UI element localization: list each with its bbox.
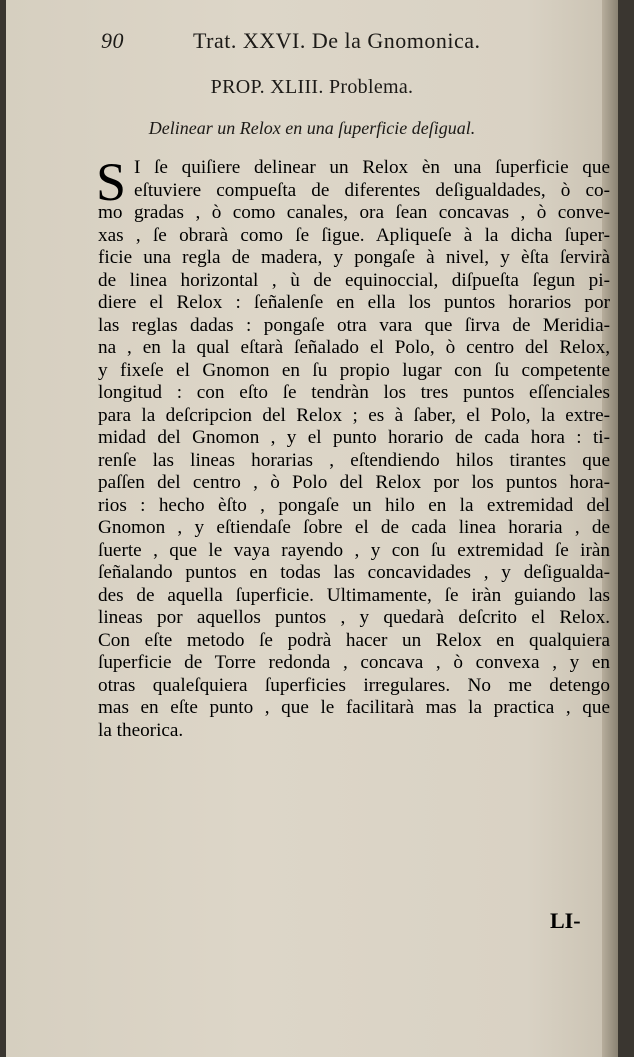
text-line: mo gradas , ò como canales, ora ſean concavas , ò conve- xyxy=(98,202,610,223)
text-line: lineas por aquellos puntos , y quedarà deſcrito el Relox. xyxy=(98,607,610,628)
text-line: ſuerte , que le vaya rayendo , y con ſu extremidad ſe iràn xyxy=(98,539,610,561)
text-line: ficie una regla de madera, y pongaſe à nivel, y èſta ſervirà xyxy=(98,247,610,268)
text-line: longitud : con eſto ſe tendràn los tres puntos eſſenciales xyxy=(98,382,610,403)
text-line: diere el Relox : ſeñalenſe en ella los puntos horarios por xyxy=(98,292,610,313)
running-header xyxy=(101,28,541,58)
text-line: Con eſte metodo ſe podrà hacer un Relox en qualquiera xyxy=(98,629,610,651)
text-line: y fixeſe el Gnomon en ſu propio lugar con ſu competente xyxy=(98,359,610,381)
text-line: de linea horizontal , ù de equinoccial, diſpueſta ſegun pi- xyxy=(98,269,610,291)
text-line: mas en eſte punto , que le facilitarà mas la practica , que xyxy=(98,697,610,718)
text-line: na , en la qual eſtarà ſeñalado el Polo, ò centro del Relox, xyxy=(98,337,610,358)
text-line: otras qualeſquiera ſuperficies irregulares. No me detengo xyxy=(98,674,610,696)
text-line: des de aquella ſuperficie. Ultimamente, ſe iràn guiando las xyxy=(98,584,610,606)
text-line: midad del Gnomon , y el punto horario de cada hora : ti- xyxy=(98,427,610,448)
text-line: rios : hecho èſto , pongaſe un hilo en la extremidad del xyxy=(98,494,610,516)
proposition-heading: PROP. XLIII. Problema. xyxy=(210,76,414,98)
text-line: Gnomon , y eſtiendaſe ſobre el de cada linea horaria , de xyxy=(98,517,610,538)
text-line: las reglas dadas : pongaſe otra vara que ſirva de Meridia- xyxy=(98,314,610,336)
proposition-subtitle: Delinear un Relox en una ſuperficie deſigual. xyxy=(148,118,476,138)
text-line: eſtuviere compueſta de diferentes deſigualdades, ò co- xyxy=(134,179,610,201)
text-line: para la deſcripcion del Relox ; es à ſaber, el Polo, la extre- xyxy=(98,404,610,426)
running-title: Trat. XXVI. De la Gnomonica. xyxy=(193,28,481,53)
text-line: renſe las lineas horarias , eſtendiendo hilos tirantes que xyxy=(98,449,610,471)
page-number: 90 xyxy=(101,28,124,53)
body-text xyxy=(96,152,610,742)
text-line: la theorica. xyxy=(98,719,184,741)
catchword: LI- xyxy=(550,908,581,933)
text-line: I ſe quiſiere delinear un Relox èn una ſuperficie que xyxy=(134,157,610,178)
text-line: ſeñalando puntos en todas las concavidades , y deſigualda- xyxy=(98,562,610,583)
drop-cap: S xyxy=(96,152,127,212)
text-line: paſſen del centro , ò Polo del Relox por los puntos hora- xyxy=(98,472,610,493)
text-line: xas , ſe obrarà como ſe ſigue. Apliqueſe à la dicha ſuper- xyxy=(98,224,610,246)
text-line: ſuperficie de Torre redonda , concava , ò convexa , y en xyxy=(98,652,610,673)
